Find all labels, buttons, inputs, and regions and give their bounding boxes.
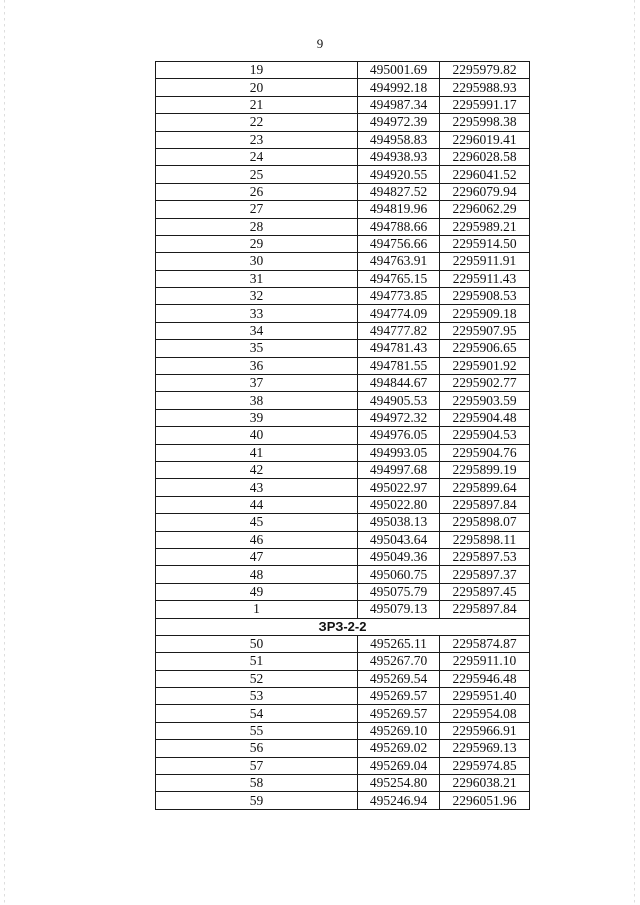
- table-row: [156, 479, 530, 496]
- x-coordinate-cell: 495269.02: [358, 740, 440, 757]
- point-number-cell: 20: [156, 79, 358, 96]
- right-margin-marks: [634, 0, 635, 905]
- table-row: [156, 496, 530, 513]
- point-number-cell: 25: [156, 166, 358, 183]
- section-title: ЗРЗ-2-2: [156, 618, 530, 635]
- y-coordinate-cell: 2295902.77: [440, 375, 530, 392]
- point-number-cell: 31: [156, 270, 358, 287]
- table-row: [156, 218, 530, 235]
- y-coordinate-cell: 2295908.53: [440, 288, 530, 305]
- x-coordinate-cell: 495022.80: [358, 496, 440, 513]
- x-coordinate-cell: 494844.67: [358, 375, 440, 392]
- point-number-cell: 36: [156, 357, 358, 374]
- point-number-cell: 51: [156, 653, 358, 670]
- x-coordinate-cell: 495269.10: [358, 722, 440, 739]
- x-coordinate-cell: 495043.64: [358, 531, 440, 548]
- y-coordinate-cell: 2295899.19: [440, 461, 530, 478]
- y-coordinate-cell: 2295901.92: [440, 357, 530, 374]
- x-coordinate-cell: 494958.83: [358, 131, 440, 148]
- y-coordinate-cell: 2295903.59: [440, 392, 530, 409]
- table-row: [156, 322, 530, 339]
- point-number-cell: 37: [156, 375, 358, 392]
- table-row: [156, 531, 530, 548]
- x-coordinate-cell: 495265.11: [358, 635, 440, 652]
- y-coordinate-cell: 2295966.91: [440, 722, 530, 739]
- x-coordinate-cell: 495254.80: [358, 775, 440, 792]
- y-coordinate-cell: 2295906.65: [440, 340, 530, 357]
- table-row: [156, 653, 530, 670]
- point-number-cell: 41: [156, 444, 358, 461]
- table-row: [156, 357, 530, 374]
- point-number-cell: 46: [156, 531, 358, 548]
- point-number-cell: 29: [156, 235, 358, 252]
- y-coordinate-cell: 2296062.29: [440, 201, 530, 218]
- x-coordinate-cell: 495269.57: [358, 688, 440, 705]
- y-coordinate-cell: 2296038.21: [440, 775, 530, 792]
- point-number-cell: 1: [156, 601, 358, 618]
- section-header-row: [156, 618, 530, 635]
- table-row: [156, 62, 530, 79]
- x-coordinate-cell: 495079.13: [358, 601, 440, 618]
- y-coordinate-cell: 2296079.94: [440, 183, 530, 200]
- y-coordinate-cell: 2295897.53: [440, 548, 530, 565]
- y-coordinate-cell: 2296028.58: [440, 148, 530, 165]
- y-coordinate-cell: 2295898.11: [440, 531, 530, 548]
- x-coordinate-cell: 495049.36: [358, 548, 440, 565]
- table-row: [156, 340, 530, 357]
- table-row: [156, 201, 530, 218]
- point-number-cell: 33: [156, 305, 358, 322]
- y-coordinate-cell: 2296051.96: [440, 792, 530, 809]
- table-row: [156, 740, 530, 757]
- coordinates-table: [155, 61, 530, 810]
- table-row: [156, 444, 530, 461]
- point-number-cell: 44: [156, 496, 358, 513]
- x-coordinate-cell: 495269.54: [358, 670, 440, 687]
- point-number-cell: 22: [156, 114, 358, 131]
- x-coordinate-cell: 494993.05: [358, 444, 440, 461]
- table-row: [156, 183, 530, 200]
- y-coordinate-cell: 2296041.52: [440, 166, 530, 183]
- y-coordinate-cell: 2295988.93: [440, 79, 530, 96]
- table-row: [156, 166, 530, 183]
- point-number-cell: 58: [156, 775, 358, 792]
- x-coordinate-cell: 495001.69: [358, 62, 440, 79]
- table-row: [156, 305, 530, 322]
- point-number-cell: 56: [156, 740, 358, 757]
- point-number-cell: 32: [156, 288, 358, 305]
- table-row: [156, 375, 530, 392]
- x-coordinate-cell: 495038.13: [358, 514, 440, 531]
- table-row: [156, 601, 530, 618]
- point-number-cell: 57: [156, 757, 358, 774]
- x-coordinate-cell: 494920.55: [358, 166, 440, 183]
- x-coordinate-cell: 495060.75: [358, 566, 440, 583]
- x-coordinate-cell: 494987.34: [358, 96, 440, 113]
- x-coordinate-cell: 494763.91: [358, 253, 440, 270]
- table-row: [156, 235, 530, 252]
- point-number-cell: 59: [156, 792, 358, 809]
- point-number-cell: 40: [156, 427, 358, 444]
- point-number-cell: 34: [156, 322, 358, 339]
- y-coordinate-cell: 2295911.10: [440, 653, 530, 670]
- y-coordinate-cell: 2295974.85: [440, 757, 530, 774]
- point-number-cell: 43: [156, 479, 358, 496]
- x-coordinate-cell: 494773.85: [358, 288, 440, 305]
- table-row: [156, 775, 530, 792]
- x-coordinate-cell: 494972.39: [358, 114, 440, 131]
- page-number: 9: [316, 36, 324, 51]
- point-number-cell: 26: [156, 183, 358, 200]
- point-number-cell: 50: [156, 635, 358, 652]
- y-coordinate-cell: 2295897.45: [440, 583, 530, 600]
- x-coordinate-cell: 494788.66: [358, 218, 440, 235]
- table-row: [156, 635, 530, 652]
- coordinates-table-body: [156, 62, 530, 810]
- y-coordinate-cell: 2295897.84: [440, 601, 530, 618]
- x-coordinate-cell: 494827.52: [358, 183, 440, 200]
- y-coordinate-cell: 2295954.08: [440, 705, 530, 722]
- x-coordinate-cell: 494781.55: [358, 357, 440, 374]
- table-row: [156, 253, 530, 270]
- point-number-cell: 47: [156, 548, 358, 565]
- x-coordinate-cell: 495269.04: [358, 757, 440, 774]
- y-coordinate-cell: 2296019.41: [440, 131, 530, 148]
- point-number-cell: 30: [156, 253, 358, 270]
- x-coordinate-cell: 495075.79: [358, 583, 440, 600]
- x-coordinate-cell: 494819.96: [358, 201, 440, 218]
- table-row: [156, 427, 530, 444]
- point-number-cell: 54: [156, 705, 358, 722]
- table-row: [156, 705, 530, 722]
- table-row: [156, 670, 530, 687]
- point-number-cell: 24: [156, 148, 358, 165]
- table-row: [156, 409, 530, 426]
- x-coordinate-cell: 495269.57: [358, 705, 440, 722]
- y-coordinate-cell: 2295911.43: [440, 270, 530, 287]
- table-row: [156, 566, 530, 583]
- table-row: [156, 288, 530, 305]
- point-number-cell: 48: [156, 566, 358, 583]
- x-coordinate-cell: 494976.05: [358, 427, 440, 444]
- table-row: [156, 79, 530, 96]
- y-coordinate-cell: 2295897.84: [440, 496, 530, 513]
- point-number-cell: 52: [156, 670, 358, 687]
- point-number-cell: 19: [156, 62, 358, 79]
- y-coordinate-cell: 2295998.38: [440, 114, 530, 131]
- y-coordinate-cell: 2295874.87: [440, 635, 530, 652]
- table-row: [156, 96, 530, 113]
- x-coordinate-cell: 495022.97: [358, 479, 440, 496]
- point-number-cell: 38: [156, 392, 358, 409]
- x-coordinate-cell: 494774.09: [358, 305, 440, 322]
- point-number-cell: 45: [156, 514, 358, 531]
- point-number-cell: 21: [156, 96, 358, 113]
- table-row: [156, 722, 530, 739]
- point-number-cell: 35: [156, 340, 358, 357]
- y-coordinate-cell: 2295904.76: [440, 444, 530, 461]
- x-coordinate-cell: 494781.43: [358, 340, 440, 357]
- table-row: [156, 792, 530, 809]
- y-coordinate-cell: 2295909.18: [440, 305, 530, 322]
- x-coordinate-cell: 494905.53: [358, 392, 440, 409]
- point-number-cell: 27: [156, 201, 358, 218]
- table-row: [156, 688, 530, 705]
- x-coordinate-cell: 494972.32: [358, 409, 440, 426]
- y-coordinate-cell: 2295907.95: [440, 322, 530, 339]
- x-coordinate-cell: 495267.70: [358, 653, 440, 670]
- point-number-cell: 55: [156, 722, 358, 739]
- y-coordinate-cell: 2295951.40: [440, 688, 530, 705]
- table-row: [156, 114, 530, 131]
- y-coordinate-cell: 2295969.13: [440, 740, 530, 757]
- table-row: [156, 270, 530, 287]
- table-row: [156, 583, 530, 600]
- table-row: [156, 392, 530, 409]
- table-row: [156, 548, 530, 565]
- y-coordinate-cell: 2295979.82: [440, 62, 530, 79]
- y-coordinate-cell: 2295989.21: [440, 218, 530, 235]
- point-number-cell: 53: [156, 688, 358, 705]
- x-coordinate-cell: 494997.68: [358, 461, 440, 478]
- table-row: [156, 461, 530, 478]
- y-coordinate-cell: 2295897.37: [440, 566, 530, 583]
- x-coordinate-cell: 494992.18: [358, 79, 440, 96]
- x-coordinate-cell: 494756.66: [358, 235, 440, 252]
- y-coordinate-cell: 2295914.50: [440, 235, 530, 252]
- y-coordinate-cell: 2295991.17: [440, 96, 530, 113]
- x-coordinate-cell: 494765.15: [358, 270, 440, 287]
- table-row: [156, 514, 530, 531]
- y-coordinate-cell: 2295946.48: [440, 670, 530, 687]
- x-coordinate-cell: 494938.93: [358, 148, 440, 165]
- x-coordinate-cell: 494777.82: [358, 322, 440, 339]
- y-coordinate-cell: 2295904.48: [440, 409, 530, 426]
- y-coordinate-cell: 2295899.64: [440, 479, 530, 496]
- left-margin-marks: [4, 0, 5, 905]
- point-number-cell: 28: [156, 218, 358, 235]
- point-number-cell: 23: [156, 131, 358, 148]
- point-number-cell: 39: [156, 409, 358, 426]
- y-coordinate-cell: 2295898.07: [440, 514, 530, 531]
- point-number-cell: 49: [156, 583, 358, 600]
- y-coordinate-cell: 2295904.53: [440, 427, 530, 444]
- table-row: [156, 148, 530, 165]
- table-row: [156, 757, 530, 774]
- y-coordinate-cell: 2295911.91: [440, 253, 530, 270]
- table-row: [156, 131, 530, 148]
- point-number-cell: 42: [156, 461, 358, 478]
- x-coordinate-cell: 495246.94: [358, 792, 440, 809]
